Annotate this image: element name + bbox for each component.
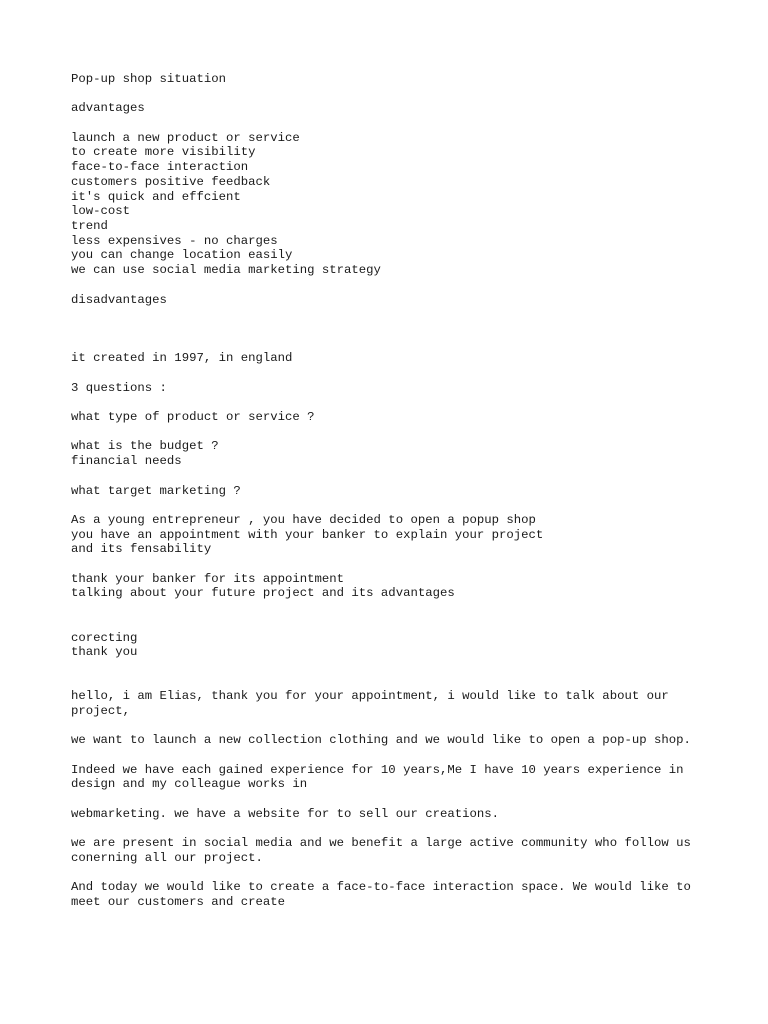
correction-line: corecting xyxy=(71,630,138,645)
paragraph: we want to launch a new collection clothing and we would like to open a pop-up shop. xyxy=(71,733,691,748)
question-2-block xyxy=(71,439,711,468)
correction-line: thank you xyxy=(71,645,138,660)
question-2: what is the budget ? xyxy=(71,439,219,454)
question-3: what target marketing ? xyxy=(71,483,241,498)
questions-heading-block xyxy=(71,381,711,396)
advantage-item: it's quick and effcient xyxy=(71,189,241,204)
paragraph: And today we would like to create a face-to-face interaction space. We would like to meet our customers and create xyxy=(71,880,691,910)
question-1-block xyxy=(71,410,711,425)
advantages-heading: advantages xyxy=(71,101,145,116)
corrections-block xyxy=(71,631,711,660)
scenario-block xyxy=(71,513,711,557)
paragraph: Indeed we have each gained experience for 10 years,Me I have 10 years experience in design and my colleague works in xyxy=(71,762,684,792)
paragraph: webmarketing. we have a website for to sell our creations. xyxy=(71,806,500,821)
document-page xyxy=(71,72,711,924)
history-line: it created in 1997, in england xyxy=(71,351,293,366)
scenario-line: you have an appointment with your banker to explain your project xyxy=(71,527,544,542)
advantages-heading-block xyxy=(71,101,711,116)
paragraph: we are present in social media and we benefit a large active community who follow us conerning all our project. xyxy=(71,836,691,865)
questions-heading: 3 questions : xyxy=(71,380,167,395)
question-3-block xyxy=(71,484,711,499)
advantages-list xyxy=(71,131,711,278)
question-2-note: financial needs xyxy=(71,454,182,469)
advantage-item: to create more visibility xyxy=(71,145,256,160)
question-1: what type of product or service ? xyxy=(71,410,315,425)
disadvantages-heading: disadvantages xyxy=(71,292,167,307)
disadvantages-heading-block xyxy=(71,293,711,308)
paragraph: hello, i am Elias, thank you for your appointment, i would like to talk about our project, xyxy=(71,689,669,718)
instruction-line: thank your banker for its appointment xyxy=(71,571,345,586)
scenario-line: As a young entrepreneur , you have decided to open a popup shop xyxy=(71,512,536,527)
advantage-item: you can change location easily xyxy=(71,248,293,263)
instructions-block xyxy=(71,572,711,601)
advantage-item: trend xyxy=(71,219,108,233)
blank-space xyxy=(71,616,711,631)
document-title: Pop-up shop situation xyxy=(71,72,226,86)
advantage-item: face-to-face interaction xyxy=(71,160,249,175)
scenario-line: and its fensability xyxy=(71,542,212,557)
advantage-item: less expensives - no charges xyxy=(71,233,278,248)
advantage-item: low-cost xyxy=(71,204,131,219)
history-block xyxy=(71,351,711,366)
document-title-block xyxy=(71,72,711,87)
advantage-item: customers positive feedback xyxy=(71,174,271,189)
advantage-item: we can use social media marketing strategy xyxy=(71,263,381,278)
blank-space xyxy=(71,322,711,351)
blank-space xyxy=(71,675,711,690)
advantage-item: launch a new product or service xyxy=(71,130,300,145)
instruction-line: talking about your future project and its advantages xyxy=(71,586,455,601)
